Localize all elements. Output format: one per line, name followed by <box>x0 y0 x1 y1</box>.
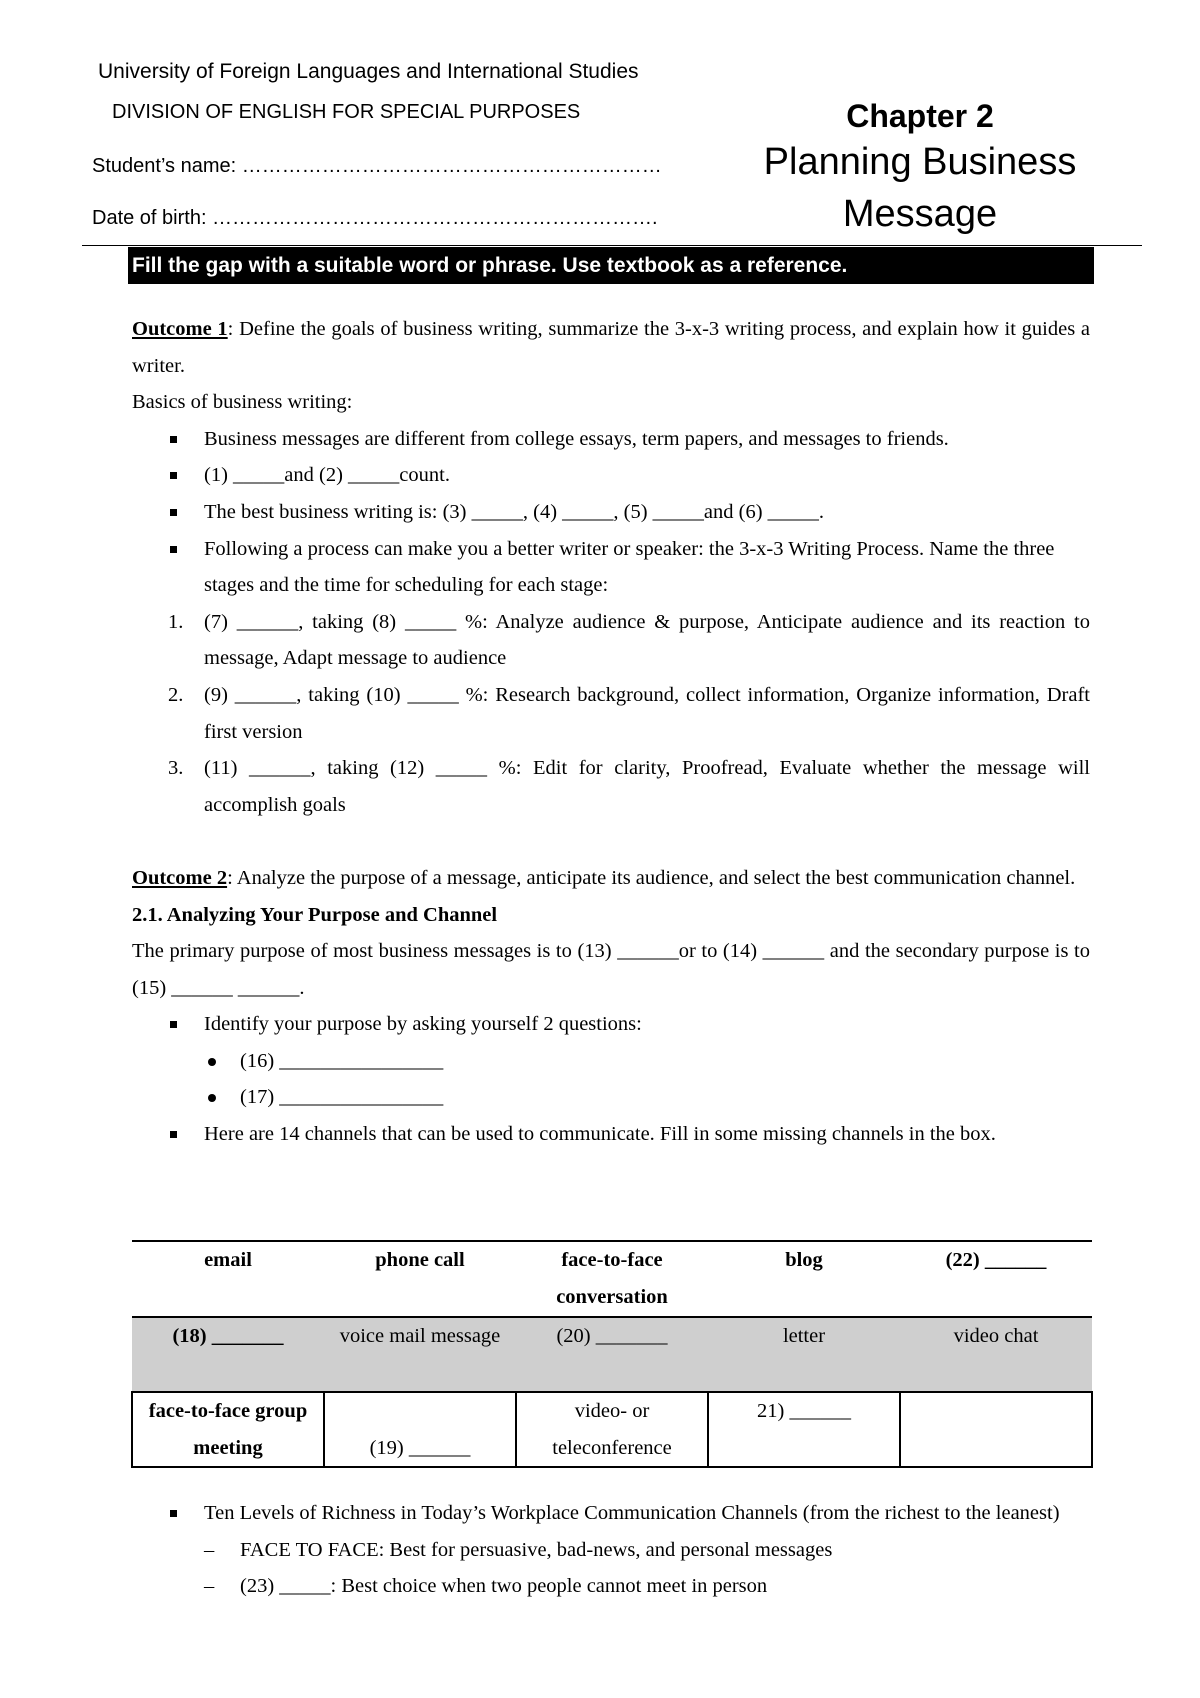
table-cell: letter <box>708 1317 900 1392</box>
list-item: Here are 14 channels that can be used to communicate. Fill in some missing channels in the box. <box>132 1116 1090 1153</box>
header-divider <box>82 245 1142 246</box>
chapter-number: Chapter 2 <box>846 98 994 134</box>
stage-item: 2. (9) ______, taking (10) _____ %: Research background, collect information, Organize information, Draft first version <box>168 683 1090 743</box>
outcome1-text: : Define the goals of business writing, summarize the 3-x-3 writing process, and explain how it guides a writer. <box>132 318 1090 377</box>
outcome1-paragraph <box>132 311 1090 384</box>
richness-section <box>132 1495 1090 1605</box>
table-cell <box>900 1392 1092 1467</box>
square-bullet-icon <box>170 1510 177 1517</box>
table-cell: (19) ______ <box>324 1392 516 1467</box>
purpose-paragraph: The primary purpose of most business messages is to (13) ______or to (14) ______ and the secondary purpose is to (15) ______ ______. <box>132 940 1090 999</box>
instruction-banner: Fill the gap with a suitable word or phrase. Use textbook as a reference. <box>128 247 1094 284</box>
list-item: Ten Levels of Richness in Today’s Workplace Communication Channels (from the richest to the leanest) <box>132 1495 1090 1532</box>
table-cell: video- or teleconference <box>516 1392 708 1467</box>
round-bullet-icon <box>208 1094 216 1102</box>
list-item: Identify your purpose by asking yourself 2 questions: <box>132 1006 1090 1043</box>
university-name: University of Foreign Languages and International Studies <box>98 60 639 83</box>
list-item: Following a process can make you a better writer or speaker: the 3-x-3 Writing Process. Name the three stages and the time for scheduling for each stage: <box>132 531 1090 604</box>
table-cell: email <box>132 1241 324 1317</box>
square-bullet-icon <box>170 546 177 553</box>
square-bullet-icon <box>170 436 177 443</box>
round-bullet-icon <box>208 1058 216 1066</box>
chapter-title: Planning Business Message <box>763 141 1077 235</box>
table-cell: voice mail message <box>324 1317 516 1392</box>
outcome2-paragraph <box>132 860 1090 897</box>
division-name: DIVISION OF ENGLISH FOR SPECIAL PURPOSES <box>112 101 581 123</box>
table-cell: 21) ______ <box>708 1392 900 1467</box>
square-bullet-icon <box>170 509 177 516</box>
table-cell: face-to-face conversation <box>516 1241 708 1317</box>
chapter-heading <box>730 96 1110 240</box>
list-item: The best business writing is: (3) _____, (4) _____, (5) _____and (6) _____. <box>132 494 1090 531</box>
richness-item: – FACE TO FACE: Best for persuasive, bad-news, and personal messages <box>132 1532 1090 1569</box>
dash-bullet-icon: – <box>204 1538 215 1561</box>
list-item: Business messages are different from college essays, term papers, and messages to friends. <box>132 421 1090 458</box>
question-item: (17) ________________ <box>132 1079 1090 1116</box>
section-heading: 2.1. Analyzing Your Purpose and Channel <box>132 903 498 926</box>
table-cell: blog <box>708 1241 900 1317</box>
basics-heading: Basics of business writing: <box>132 391 353 414</box>
table-row <box>132 1317 1092 1392</box>
table-row <box>132 1241 1092 1317</box>
square-bullet-icon <box>170 1131 177 1138</box>
table-cell: (18) _______ <box>132 1317 324 1392</box>
table-cell: face-to-face group meeting <box>132 1392 324 1467</box>
outcome2-label: Outcome 2 <box>132 866 228 889</box>
spacer <box>132 823 1090 860</box>
square-bullet-icon <box>170 472 177 479</box>
worksheet-body <box>132 311 1090 1153</box>
student-name-field: Student’s name: ……………………………………………………… <box>92 155 662 177</box>
table-cell: (22) ______ <box>900 1241 1092 1317</box>
table-cell: (20) _______ <box>516 1317 708 1392</box>
table-cell: video chat <box>900 1317 1092 1392</box>
stage-item: 1. (7) ______, taking (8) _____ %: Analyze audience & purpose, Anticipate audience and its reaction to message, Adapt message to audience <box>168 610 1090 670</box>
table-cell: phone call <box>324 1241 516 1317</box>
table-row <box>132 1392 1092 1467</box>
outcome1-label: Outcome 1 <box>132 318 228 340</box>
date-of-birth-field: Date of birth: …………………………………………………………. <box>92 207 658 229</box>
list-item: (1) _____and (2) _____count. <box>132 457 1090 494</box>
richness-item: – (23) _____: Best choice when two people cannot meet in person <box>132 1568 1090 1605</box>
square-bullet-icon <box>170 1021 177 1028</box>
dash-bullet-icon: – <box>204 1575 215 1598</box>
channel-table <box>131 1240 1093 1468</box>
question-item: (16) ________________ <box>132 1043 1090 1080</box>
outcome2-text: : Analyze the purpose of a message, anticipate its audience, and select the best communication channel. <box>227 866 1076 889</box>
stage-item: 3. (11) ______, taking (12) _____ %: Edit for clarity, Proofread, Evaluate whether the message will accomplish goals <box>168 757 1090 816</box>
